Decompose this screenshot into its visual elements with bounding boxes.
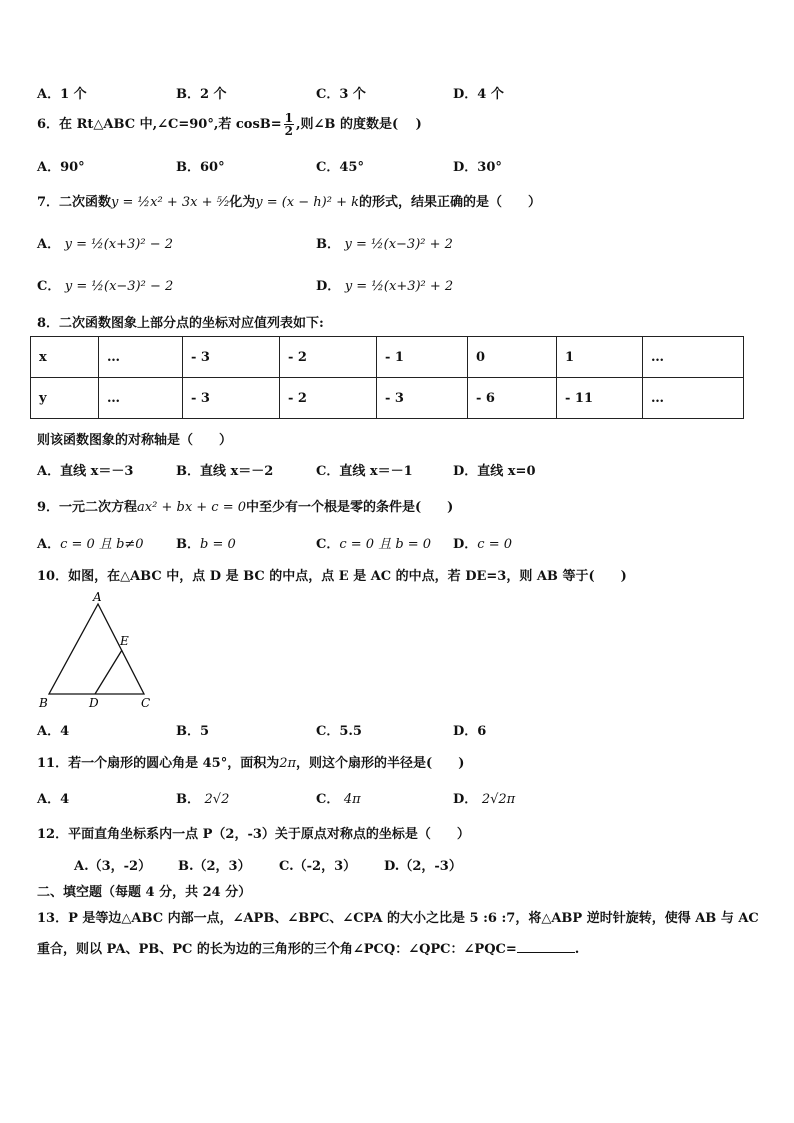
table-cell: - 11	[557, 378, 643, 419]
q5-option-d: D．4 个	[453, 87, 504, 102]
q6-option-d: D．30°	[453, 160, 502, 175]
q10-stem: 10．如图，在△ABC 中，点 D 是 BC 的中点，点 E 是 AC 的中点，若 DE=3，则 AB 等于( )	[37, 569, 627, 584]
q6-stem-b: ,则∠B 的度数是( )	[296, 117, 422, 132]
q7-option-c-label: C．	[37, 279, 61, 294]
q7-stem-b: 化为	[229, 195, 256, 210]
table-cell: …	[99, 337, 183, 378]
table-cell: - 6	[468, 378, 557, 419]
q9-stem	[37, 496, 453, 515]
table-cell: y	[31, 378, 99, 419]
q9-stem-b: 中至少有一个根是零的条件是( )	[246, 500, 454, 515]
q6-fraction	[284, 112, 294, 137]
q7-option-b-label: B．	[316, 237, 340, 252]
q10-option-d: D．6	[453, 724, 487, 739]
q7-option-b-math: y = ½(x−3)² + 2	[344, 237, 453, 252]
q10-option-b: B．5	[176, 724, 210, 739]
segment-de	[95, 650, 122, 694]
q7-option-c	[37, 275, 173, 294]
table-cell: - 3	[183, 378, 280, 419]
q11-option-c-label: C．	[316, 792, 340, 807]
q11-stem	[37, 752, 464, 771]
q7-stem-c: 的形式，结果正确的是（ ）	[358, 195, 541, 210]
q6-stem	[37, 112, 422, 137]
q8-question: 则该函数图象的对称轴是（ ）	[37, 433, 233, 448]
table-cell: - 2	[280, 378, 377, 419]
q5-option-b: B．2 个	[176, 87, 227, 102]
q7-option-b	[316, 233, 453, 252]
label-e: E	[120, 634, 129, 648]
q10-option-a: A．4	[37, 724, 70, 739]
q11-stem-a: 11．若一个扇形的圆心角是 45°，面积为	[37, 756, 280, 771]
label-a: A	[93, 590, 102, 604]
q5-option-a: A．1 个	[37, 87, 87, 102]
q13-line2-end: .	[574, 942, 580, 957]
q6-option-c: C．45°	[316, 160, 364, 175]
q11-option-b-math: 2√2	[204, 792, 230, 807]
label-d: D	[89, 696, 99, 710]
q11-option-d	[453, 788, 515, 807]
q7-stem-a: 7．二次函数	[37, 195, 112, 210]
q13-line2-text: 重合，则以 PA、PB、PC 的长为边的三角形的三个角∠PCQ：∠QPC：∠PQC=	[37, 942, 517, 957]
q5-option-c: C．3 个	[316, 87, 366, 102]
table-cell: - 1	[377, 337, 468, 378]
q10-triangle-figure	[36, 588, 166, 712]
q11-area: 2π	[279, 756, 297, 771]
q13-line1: 13．P 是等边△ABC 内部一点，∠APB、∠BPC、∠CPA 的大小之比是 5 :6 :7，将△ABP 逆时针旋转，使得 AB 与 AC	[37, 911, 759, 926]
q11-option-c	[316, 788, 361, 807]
q7-option-a	[37, 233, 173, 252]
table-cell: 1	[557, 337, 643, 378]
q9-option-d	[453, 533, 512, 552]
label-b: B	[39, 696, 48, 710]
q8-option-c: C．直线 x＝－1	[316, 464, 413, 479]
q6-option-b: B．60°	[176, 160, 225, 175]
section-heading: 二、填空题（每题 4 分，共 24 分）	[37, 885, 252, 900]
q6-stem-a: 6．在 Rt△ABC 中,∠C=90°,若 cosB=	[37, 117, 282, 132]
q7-function: y = ½x² + 3x + ⁵⁄₂	[111, 195, 230, 210]
q11-option-c-math: 4π	[343, 792, 361, 807]
q7-option-a-label: A．	[37, 237, 61, 252]
table-cell: - 3	[183, 337, 280, 378]
q9-equation: ax² + bx + c = 0	[137, 500, 247, 515]
q9-option-c-math: c = 0 且 b = 0	[339, 537, 432, 552]
q6-option-a: A．90°	[37, 160, 85, 175]
q6-frac-num: 1	[284, 111, 294, 125]
q11-option-b	[176, 788, 229, 807]
q13-line2	[37, 938, 579, 957]
q12-option-d: D.（2，-3）	[384, 859, 462, 874]
q7-option-d-label: D．	[316, 279, 341, 294]
q8-option-b: B．直线 x＝－2	[176, 464, 274, 479]
q9-option-c-label: C．	[316, 537, 340, 552]
table-cell: - 2	[280, 337, 377, 378]
q9-option-b	[176, 533, 236, 552]
q7-option-a-math: y = ½(x+3)² − 2	[64, 237, 174, 252]
q10-option-c: C．5.5	[316, 724, 362, 739]
label-c: C	[141, 696, 151, 710]
q6-frac-den: 2	[284, 124, 294, 138]
q12-option-b: B.（2，3）	[178, 859, 251, 874]
table-cell: x	[31, 337, 99, 378]
q9-option-a	[37, 533, 144, 552]
answer-blank[interactable]	[517, 940, 575, 953]
q8-stem: 8．二次函数图象上部分点的坐标对应值列表如下:	[37, 316, 324, 331]
q7-option-c-math: y = ½(x−3)² − 2	[64, 279, 174, 294]
q12-option-a: A.（3，-2）	[74, 859, 152, 874]
q7-option-d	[316, 275, 453, 294]
table-cell: 0	[468, 337, 557, 378]
table-cell: - 3	[377, 378, 468, 419]
q9-option-a-math: c = 0 且 b≠0	[60, 537, 144, 552]
q9-option-d-label: D．	[453, 537, 478, 552]
q9-stem-a: 9．一元二次方程	[37, 500, 138, 515]
q11-stem-b: ，则这个扇形的半径是( )	[296, 756, 465, 771]
q8-table	[30, 336, 744, 419]
q7-option-d-math: y = ½(x+3)² + 2	[344, 279, 454, 294]
q9-option-a-label: A．	[37, 537, 61, 552]
q11-option-a: A．4	[37, 792, 70, 807]
q9-option-c	[316, 533, 431, 552]
q11-option-d-label: D．	[453, 792, 478, 807]
q8-option-d: D．直线 x=0	[453, 464, 536, 479]
q8-option-a: A．直线 x＝－3	[37, 464, 134, 479]
table-row	[31, 378, 744, 419]
triangle-abc	[49, 604, 144, 694]
q12-option-c: C.（-2，3）	[279, 859, 357, 874]
q9-option-d-math: c = 0	[477, 537, 512, 552]
q9-option-b-label: B．	[176, 537, 200, 552]
table-cell: …	[99, 378, 183, 419]
q12-stem: 12．平面直角坐标系内一点 P（2，-3）关于原点对称点的坐标是（ ）	[37, 827, 470, 842]
table-row	[31, 337, 744, 378]
q9-option-b-math: b = 0	[200, 537, 236, 552]
q7-vertex-form: y = (x − h)² + k	[255, 195, 359, 210]
q7-stem	[37, 191, 541, 210]
table-cell: …	[643, 378, 744, 419]
q11-option-b-label: B．	[176, 792, 200, 807]
q11-option-d-math: 2√2π	[481, 792, 516, 807]
table-cell: …	[643, 337, 744, 378]
